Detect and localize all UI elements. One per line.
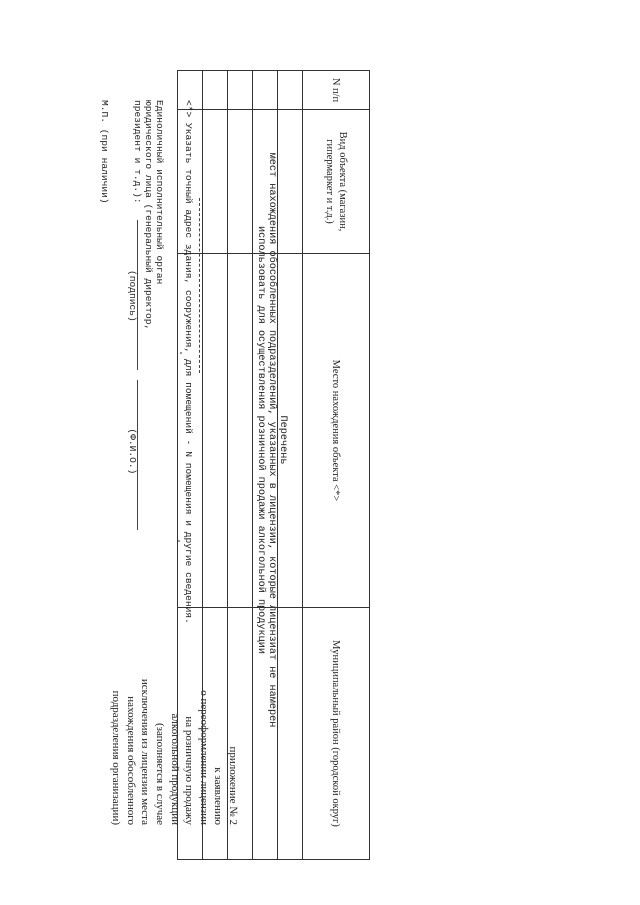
title-line: использовать для осуществления розничной продажи алкогольной продукции: [255, 226, 266, 654]
table-cell[interactable]: [253, 110, 278, 254]
objects-table: [177, 70, 370, 860]
table-cell[interactable]: [278, 254, 303, 608]
appendix-line: о переоформлении лицензии: [197, 690, 210, 825]
table-cell[interactable]: [228, 71, 253, 110]
footnote-divider: [199, 198, 200, 373]
signature-caption: (подпись): [127, 270, 138, 322]
appendix-line: (заполняется в случае: [154, 722, 167, 825]
table-cell[interactable]: [228, 608, 253, 860]
table-cell[interactable]: [228, 110, 253, 254]
table-cell[interactable]: [203, 71, 228, 110]
header-object-location: Место нахождения объекта <*>: [303, 254, 370, 608]
table-cell[interactable]: [253, 71, 278, 110]
scan-speck: [178, 540, 180, 542]
footnote: <*> Указать точный адрес здания, сооружения, для помещений - N помещения и другие сведения.: [183, 100, 194, 624]
table-row: [253, 71, 278, 860]
appendix-line: алкогольной продукции: [168, 713, 181, 825]
title-line: мест нахождения обособленных подразделений, указанных в лицензии, которые лицензиат не намерен: [266, 152, 277, 728]
table-row: [228, 71, 253, 860]
table-row: [278, 71, 303, 860]
appendix-line: к заявлению: [212, 767, 225, 825]
header-number: N п/п: [303, 71, 370, 110]
table-cell[interactable]: [253, 254, 278, 608]
table-cell[interactable]: [278, 110, 303, 254]
signature-captions: [127, 270, 138, 474]
title-heading: Перечень: [277, 415, 288, 465]
signer-line: юридического лица (генеральный директор,: [143, 100, 155, 331]
appendix-line: исключения из лицензии места: [139, 678, 152, 825]
table-header-row: [303, 71, 370, 860]
appendix-line: подразделения организации): [110, 690, 123, 825]
scan-speck: [180, 352, 182, 354]
signer-line: президент и т.д.):: [132, 100, 144, 204]
header-municipal-district: Муниципальный район (городской округ): [303, 608, 370, 860]
appendix-line: на розничную продажу: [183, 716, 196, 825]
table-cell[interactable]: [203, 110, 228, 254]
table-cell[interactable]: [203, 608, 228, 860]
table-row: [203, 71, 228, 860]
table-cell[interactable]: [278, 608, 303, 860]
signer-line: Единоличный исполнительный орган: [154, 100, 165, 285]
table-cell[interactable]: [253, 608, 278, 860]
header-object-kind: Вид объекта (магазин, гипермаркет и т.д.): [303, 110, 370, 254]
appendix-line: нахождения обособленного: [124, 696, 137, 825]
table-cell[interactable]: [278, 71, 303, 110]
table-cell[interactable]: [203, 254, 228, 608]
table-cell[interactable]: [228, 254, 253, 608]
seal-note: М.П. (при наличии): [99, 100, 110, 204]
appendix-line: приложение № 2: [227, 746, 239, 825]
name-caption: (Ф.И.О.): [127, 428, 138, 475]
